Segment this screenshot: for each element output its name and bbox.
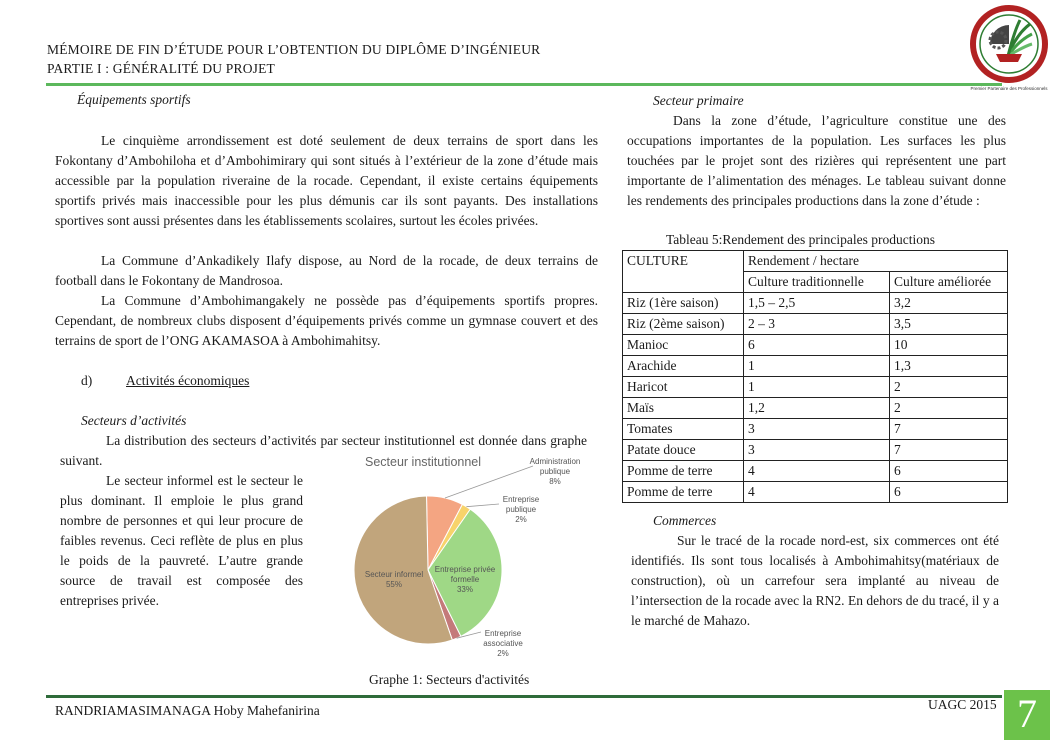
cell-amel: 10 bbox=[890, 335, 1008, 356]
primaire-heading: Secteur primaire bbox=[653, 93, 744, 108]
cell-amel: 2 bbox=[890, 377, 1008, 398]
header-culture: CULTURE bbox=[623, 251, 744, 293]
cell-trad: 1 bbox=[744, 377, 890, 398]
footer-year: UAGC 2015 bbox=[928, 697, 997, 712]
commerces-heading: Commerces bbox=[653, 513, 717, 528]
cell-trad: 6 bbox=[744, 335, 890, 356]
equipements-heading: Équipements sportifs bbox=[77, 92, 191, 107]
table-caption: Tableau 5:Rendement des principales productions bbox=[666, 232, 935, 247]
pie-leader-line bbox=[466, 504, 499, 507]
chart-title: Secteur institutionnel bbox=[365, 455, 482, 469]
cell-culture: Manioc bbox=[623, 335, 744, 356]
cell-amel: 6 bbox=[890, 482, 1008, 503]
section-title: Activités économiques bbox=[126, 373, 250, 388]
logo-tagline: Premier Partenaire des Professionnels bbox=[970, 86, 1048, 91]
cell-amel: 7 bbox=[890, 440, 1008, 461]
secteurs-paragraph-1: La distribution des secteurs d’activités par secteur institutionnel est donnée dans graphe suivant. bbox=[60, 433, 587, 468]
cell-trad: 3 bbox=[744, 440, 890, 461]
cell-amel: 2 bbox=[890, 398, 1008, 419]
table-row bbox=[623, 398, 1008, 419]
table-row bbox=[623, 419, 1008, 440]
cell-trad: 3 bbox=[744, 419, 890, 440]
equipements-paragraph-3: La Commune d’Ambohimangakely ne possède pas d’équipements sportifs propres. Cependant, de nombreux clubs disposent d’équipements privés comme un gymnase couvert et des terrains de sport de l’ONG AKAMASOA à Ambohimahitsy. bbox=[55, 293, 598, 348]
footer-author: RANDRIAMASIMANAGA Hoby Mahefanirina bbox=[55, 703, 320, 718]
commerces-paragraph: Sur le tracé de la rocade nord-est, six commerces ont été identifiés. Ils sont tous localisés à Ambohimahitsy(matériaux de construction), où un carrefour sera implanté au niveau de l’intersection de la rocade avec la RN2. En dehors de du tracé, il y a le marché de Mahazo. bbox=[631, 533, 999, 628]
cell-culture: Pomme de terre bbox=[623, 482, 744, 503]
cell-culture: Tomates bbox=[623, 419, 744, 440]
cell-amel: 7 bbox=[890, 419, 1008, 440]
equipements-paragraph-2: La Commune d’Ankadikely Ilafy dispose, au Nord de la rocade, de deux terrains de football dans le Fokontany de Mandrosoa. bbox=[55, 253, 598, 288]
cell-amel: 3,5 bbox=[890, 314, 1008, 335]
secteurs-paragraph-2: Le secteur informel est le secteur le plus dominant. Il emploie le plus grand nombre de personnes et qui leur procure de faibles revenus. Ceci reflète de plus en plus le poids de la pauvreté. L’autre grande source de travail est composée des entreprises privée. bbox=[60, 473, 303, 608]
header-subtitle: PARTIE I : GÉNÉRALITÉ DU PROJET bbox=[47, 61, 276, 76]
table-header-row bbox=[623, 251, 1008, 272]
cell-culture: Arachide bbox=[623, 356, 744, 377]
header-title: MÉMOIRE DE FIN D’ÉTUDE POUR L’OBTENTION DU DIPLÔME D’INGÉNIEUR bbox=[47, 42, 541, 57]
table-row bbox=[623, 293, 1008, 314]
header-amelioree: Culture améliorée bbox=[890, 272, 1008, 293]
secteurs-heading: Secteurs d’activités bbox=[81, 413, 187, 428]
pie-label: Entreprise publique 2% bbox=[502, 495, 540, 524]
cell-culture: Haricot bbox=[623, 377, 744, 398]
cell-trad: 1,2 bbox=[744, 398, 890, 419]
table-row bbox=[623, 314, 1008, 335]
cell-culture: Pomme de terre bbox=[623, 461, 744, 482]
cell-amel: 6 bbox=[890, 461, 1008, 482]
cell-amel: 1,3 bbox=[890, 356, 1008, 377]
rendement-table bbox=[622, 250, 1008, 503]
pie-label: Administration publique 8% bbox=[529, 457, 581, 486]
page-number: 7 bbox=[1004, 690, 1050, 740]
primaire-paragraph: Dans la zone d’étude, l’agriculture constitue une des occupations importantes de la population. Les surfaces les plus touchées par le projet sont des rizières qui représentent une part importante de l’alimentation des ménages. Le tableau suivant donne les rendements des principales productions dans la zone d’étude : bbox=[627, 113, 1006, 208]
table-row bbox=[623, 482, 1008, 503]
cell-trad: 4 bbox=[744, 482, 890, 503]
pie-chart bbox=[310, 448, 600, 668]
pie-label: Entreprise associative 2% bbox=[483, 629, 523, 658]
header-rendement: Rendement / hectare bbox=[744, 251, 1008, 272]
pie-label: Secteur informel 55% bbox=[364, 570, 424, 589]
cell-culture: Riz (2ème saison) bbox=[623, 314, 744, 335]
cell-culture: Riz (1ère saison) bbox=[623, 293, 744, 314]
header-traditionnelle: Culture traditionnelle bbox=[744, 272, 890, 293]
pie-label: Entreprise privée formelle 33% bbox=[434, 565, 496, 594]
cell-trad: 1,5 – 2,5 bbox=[744, 293, 890, 314]
section-letter: d) bbox=[81, 373, 93, 388]
equipements-paragraph-1: Le cinquième arrondissement est doté seulement de deux terrains de sport dans les Fokontany d’Ambohiloha et d’Ambohimirary qui sont situés à l’extérieur de la zone d’étude mais accessible par la population riveraine de la rocade. Cependant, il existe certains équipements sportifs privés mais inaccessible pour les plus démunis car ils sont payants. Des installations sportives sont aussi présentes dans les établissements scolaires, surtout les écoles privées. bbox=[55, 133, 598, 228]
cell-trad: 1 bbox=[744, 356, 890, 377]
table-row bbox=[623, 335, 1008, 356]
pie-leader-line bbox=[445, 466, 533, 498]
cell-culture: Patate douce bbox=[623, 440, 744, 461]
cell-trad: 2 – 3 bbox=[744, 314, 890, 335]
table-row bbox=[623, 356, 1008, 377]
table-row bbox=[623, 461, 1008, 482]
cell-trad: 4 bbox=[744, 461, 890, 482]
chart-caption: Graphe 1: Secteurs d'activités bbox=[369, 672, 530, 687]
cell-amel: 3,2 bbox=[890, 293, 1008, 314]
footer-rule bbox=[46, 695, 1002, 698]
table-row bbox=[623, 440, 1008, 461]
header-rule bbox=[46, 83, 1002, 86]
cell-culture: Maïs bbox=[623, 398, 744, 419]
table-row bbox=[623, 377, 1008, 398]
